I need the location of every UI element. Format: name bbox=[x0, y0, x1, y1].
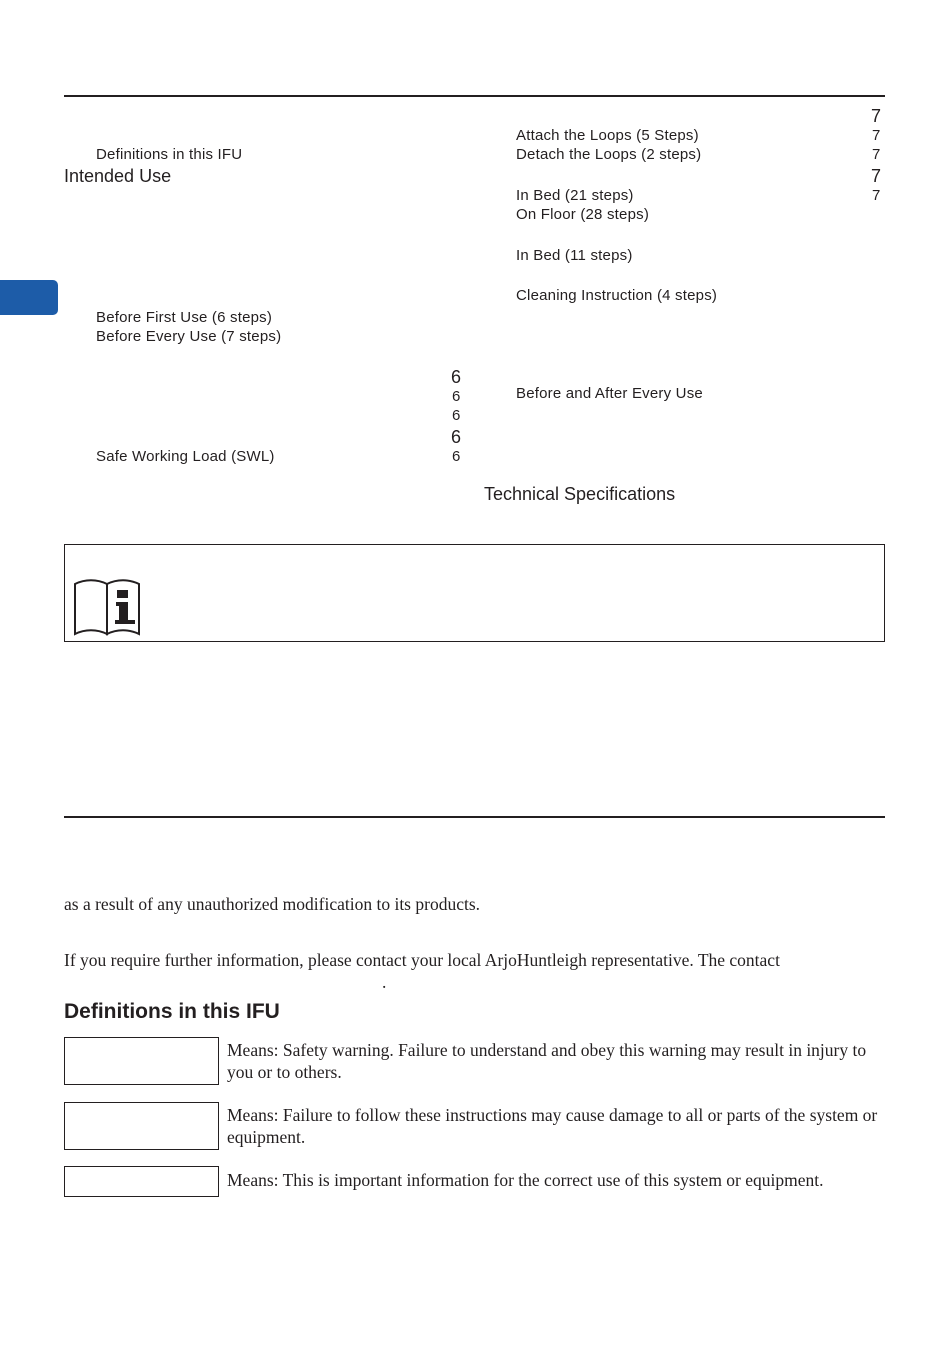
definitions-heading: Definitions in this IFU bbox=[64, 1000, 280, 1023]
caution-label-box bbox=[64, 1102, 219, 1150]
toc-entry-label: Safe Working Load (SWL) bbox=[96, 448, 275, 465]
toc-entry-label: Cleaning Instruction (4 steps) bbox=[516, 287, 718, 304]
toc-entry-definitions[interactable] bbox=[96, 146, 242, 163]
header-rule bbox=[64, 95, 885, 97]
toc-entry-in-bed-21[interactable] bbox=[516, 187, 634, 204]
toc-entry-before-every-use[interactable] bbox=[96, 328, 281, 345]
toc-entry-label: In Bed (11 steps) bbox=[516, 247, 633, 264]
toc-entry-label: Intended Use bbox=[64, 166, 172, 186]
section-rule bbox=[64, 816, 885, 818]
toc-page-number: 6 bbox=[451, 367, 462, 387]
note-label-box bbox=[64, 1166, 219, 1197]
toc-entry-label: Before First Use (6 steps) bbox=[96, 309, 273, 326]
body-text-line: as a result of any unauthorized modification to its products. bbox=[64, 894, 481, 914]
toc-page-number: 6 bbox=[451, 427, 462, 447]
toc-entry-technical-specifications[interactable] bbox=[484, 484, 675, 505]
read-manual-info-icon bbox=[71, 576, 145, 638]
toc-entry-intended-use[interactable] bbox=[64, 166, 171, 187]
toc-page-number: 7 bbox=[872, 146, 881, 163]
toc-entry-label: Before Every Use (7 steps) bbox=[96, 328, 282, 345]
toc-entry-label: Detach the Loops (2 steps) bbox=[516, 146, 702, 163]
note-definition: Means: This is important information for the correct use of this system or equipment. bbox=[227, 1170, 824, 1190]
toc-entry-label: Technical Specifications bbox=[484, 484, 676, 504]
body-text-period: . bbox=[382, 972, 387, 992]
chapter-tab bbox=[0, 280, 58, 315]
toc-entry-before-after-every-use[interactable] bbox=[516, 385, 703, 402]
toc-page-number: 6 bbox=[452, 388, 461, 405]
toc-page-number: 7 bbox=[872, 127, 881, 144]
toc-entry-before-first-use[interactable] bbox=[96, 309, 272, 326]
toc-entry-detach-loops[interactable] bbox=[516, 146, 701, 163]
toc-page-number: 7 bbox=[871, 106, 882, 126]
warning-label-box bbox=[64, 1037, 219, 1085]
body-text-contact: If you require further information, please contact your local ArjoHuntleigh representative. The contact bbox=[64, 950, 780, 970]
toc-entry-label: Attach the Loops (5 Steps) bbox=[516, 127, 699, 144]
toc-page-number: 7 bbox=[871, 166, 882, 186]
toc-entry-on-floor[interactable] bbox=[516, 206, 649, 223]
toc-entry-label: In Bed (21 steps) bbox=[516, 187, 634, 204]
toc-entry-label: Definitions in this IFU bbox=[96, 146, 243, 163]
toc-page-number: 6 bbox=[452, 407, 461, 424]
toc-page-number: 6 bbox=[452, 448, 461, 465]
toc-entry-label: Before and After Every Use bbox=[516, 385, 703, 402]
toc-page-number: 7 bbox=[872, 187, 881, 204]
warning-definition: Means: Safety warning. Failure to understand and obey this warning may result in injury to you or to others. bbox=[227, 1040, 867, 1082]
toc-entry-safe-working-load[interactable] bbox=[96, 448, 275, 465]
toc-entry-in-bed-11[interactable] bbox=[516, 247, 633, 264]
toc-entry-label: On Floor (28 steps) bbox=[516, 206, 650, 223]
caution-definition: Means: Failure to follow these instructions may cause damage to all or parts of the system or equipment. bbox=[227, 1105, 878, 1147]
toc-entry-attach-loops[interactable] bbox=[516, 127, 699, 144]
toc-entry-cleaning-instruction[interactable] bbox=[516, 287, 717, 304]
notice-box bbox=[64, 544, 885, 642]
